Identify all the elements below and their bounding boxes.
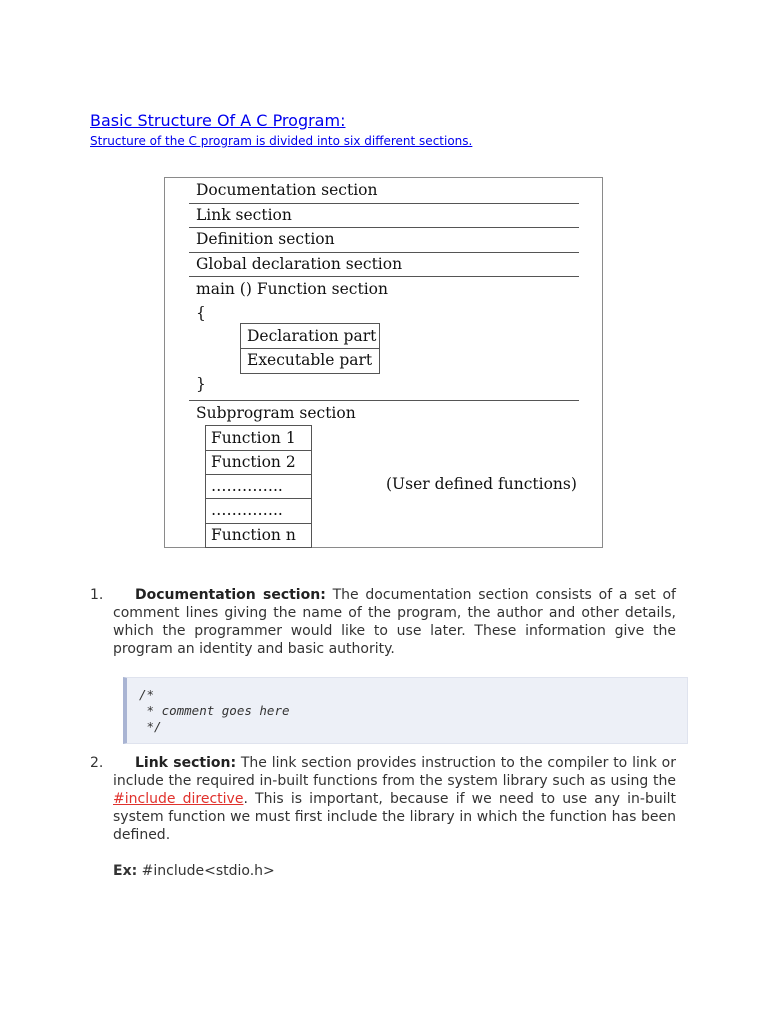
diagram-documentation-section: Documentation section [196, 181, 378, 199]
diagram-function-n: Function n [211, 526, 296, 544]
include-directive-link[interactable]: #include directive [113, 791, 244, 807]
diagram-executable-part: Executable part [247, 351, 373, 369]
diagram-function-2: Function 2 [211, 453, 296, 471]
list-paragraph [113, 754, 676, 844]
diagram-main-parts-box [240, 323, 380, 374]
example-line [113, 862, 275, 880]
diagram-rule [189, 227, 579, 228]
example-value: #include<stdio.h> [137, 863, 275, 879]
diagram-box-divider [241, 348, 379, 349]
list-paragraph [113, 586, 676, 658]
diagram-link-section: Link section [196, 206, 292, 224]
list-text: The documentation section consists of a set of comment lines giving the name of the program, the author and other details, which the programmer would like to use later. These information give the program an identity and basic authority. [113, 587, 676, 657]
c-program-structure-diagram [164, 177, 603, 548]
list-text: . This is important, because if we need to use any in-built system function we must first include the library in which the function has been defined. [113, 791, 676, 843]
diagram-open-brace: { [196, 304, 206, 322]
list-text: The link section provides instruction to the compiler to link or include the required in-built functions from the system library such as using the [113, 755, 676, 789]
diagram-rule [189, 400, 579, 401]
list-number: 1. [90, 587, 104, 603]
diagram-function-ellipsis: ………….. [211, 477, 283, 495]
diagram-user-defined-functions-note: (User defined functions) [386, 475, 577, 493]
list-item-documentation [90, 586, 676, 658]
diagram-main-function-section: main () Function section [196, 280, 388, 298]
diagram-function-1: Function 1 [211, 429, 296, 447]
diagram-rule [189, 276, 579, 277]
diagram-rule [189, 203, 579, 204]
diagram-global-declaration-section: Global declaration section [196, 255, 403, 273]
list-heading: Link section: [135, 755, 237, 771]
list-item-link [90, 754, 676, 844]
list-heading: Documentation section: [135, 587, 326, 603]
diagram-declaration-part: Declaration part [247, 327, 377, 345]
diagram-rule [189, 252, 579, 253]
page-subtitle-link[interactable]: Structure of the C program is divided into six different sections. [90, 134, 473, 148]
diagram-close-brace: } [196, 375, 206, 393]
diagram-definition-section: Definition section [196, 230, 335, 248]
example-label: Ex: [113, 863, 138, 879]
diagram-subprogram-section: Subprogram section [196, 404, 356, 422]
diagram-functions-box [205, 425, 312, 548]
list-number: 2. [90, 755, 104, 771]
page-title[interactable]: Basic Structure Of A C Program: [90, 111, 346, 130]
diagram-function-ellipsis: ………….. [211, 501, 283, 519]
code-block: /* * comment goes here */ [123, 677, 688, 744]
